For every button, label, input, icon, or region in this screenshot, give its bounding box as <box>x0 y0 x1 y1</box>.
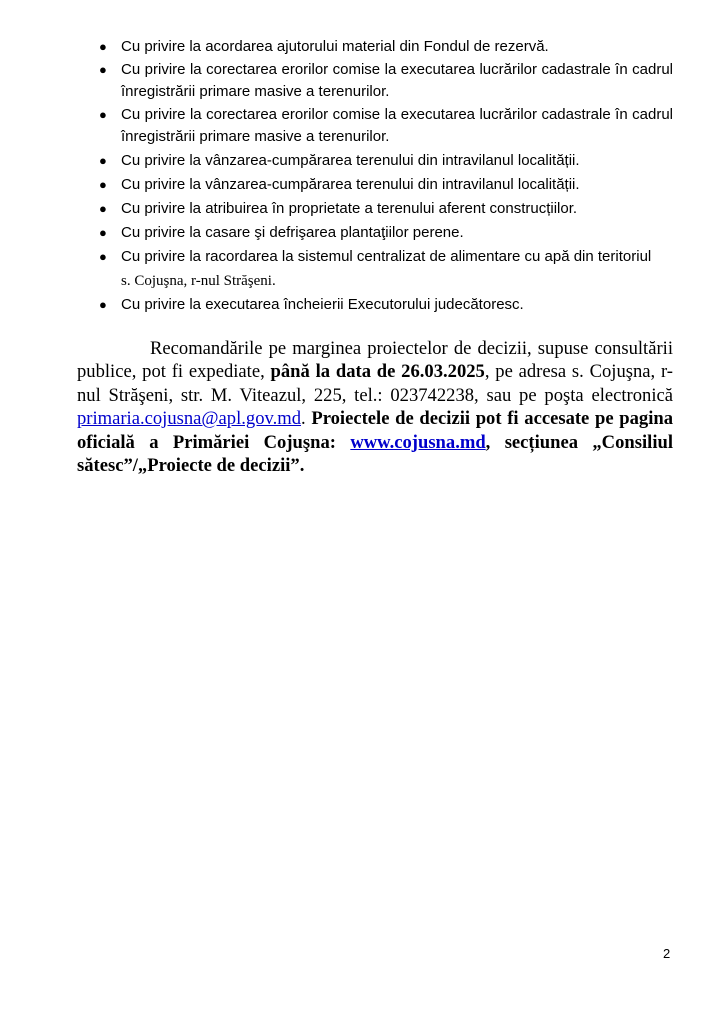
list-item <box>99 104 673 149</box>
paragraph-text: . <box>301 408 312 430</box>
deadline-text: până la data de 26.03.2025 <box>270 361 485 383</box>
paragraph-text: Recomandările pe marginea proiectelor de decizii, supuse consultării publice, pot fi expediate, <box>77 337 673 383</box>
list-item-text-continuation: s. Cojuşna, r-nul Străşeni. <box>121 272 276 289</box>
list-item-text: Cu privire la casare şi defrişarea plantaţiilor perene. <box>121 223 464 241</box>
website-link-text: www.cojusna.md <box>350 431 486 453</box>
email-link[interactable]: primaria.cojusna@apl.gov.md <box>77 408 302 430</box>
list-item-text: Cu privire la atribuirea în proprietate a terenului aferent construcțiilor. <box>121 199 578 217</box>
list-item-text: Cu privire la racordarea la sistemul centralizat de alimentare cu apă din teritoriul <box>121 247 652 265</box>
list-item <box>99 149 673 173</box>
bullet-icon: ● <box>99 224 107 240</box>
bullet-icon: ● <box>99 296 107 312</box>
section-info-text: , secțiunea „Consiliul sătesc”/„Proiecte de decizii”. <box>77 431 673 477</box>
page-number: 2 <box>663 946 671 961</box>
list-item <box>99 293 673 317</box>
list-item-text: Cu privire la vânzarea-cumpărarea terenului din intravilanul localității. <box>121 175 580 193</box>
list-item-text: Cu privire la acordarea ajutorului material din Fondul de rezervă. <box>121 38 549 55</box>
list-item-text: Cu privire la corectarea erorilor comise la executarea lucrărilor cadastrale în cadrul înregistrării primare masive a terenurilor. <box>121 105 673 145</box>
bullet-icon: ● <box>99 200 107 216</box>
list-item <box>99 173 673 197</box>
decision-list <box>99 36 673 317</box>
bullet-icon: ● <box>99 176 107 192</box>
list-item-text: Cu privire la corectarea erorilor comise la executarea lucrărilor cadastrale în cadrul înregistrării primare masive a terenurilor. <box>121 60 673 100</box>
bullet-icon: ● <box>99 39 107 54</box>
list-item <box>99 245 673 293</box>
bullet-icon: ● <box>99 248 107 264</box>
recommendations-paragraph <box>77 337 673 478</box>
list-item <box>99 59 673 104</box>
list-item-text: Cu privire la vânzarea-cumpărarea terenului din intravilanul localității. <box>121 151 580 169</box>
bullet-icon: ● <box>99 61 107 77</box>
list-item <box>99 197 673 221</box>
website-link[interactable] <box>350 432 485 453</box>
paragraph-text: , pe adresa s. Cojuşna, r-nul Străşeni, str. M. Viteazul, 225, tel.: 023742238, sau pe poşta electronică <box>77 361 673 406</box>
bullet-icon: ● <box>99 106 107 122</box>
access-info-text: Proiectele de decizii pot fi accesate pe pagina oficială a Primăriei Cojuşna: <box>77 408 674 453</box>
list-item <box>99 221 673 245</box>
list-item-text: Cu privire la executarea încheierii Executorului judecătoresc. <box>121 295 524 313</box>
list-item <box>99 36 673 59</box>
bullet-icon: ● <box>99 152 107 168</box>
